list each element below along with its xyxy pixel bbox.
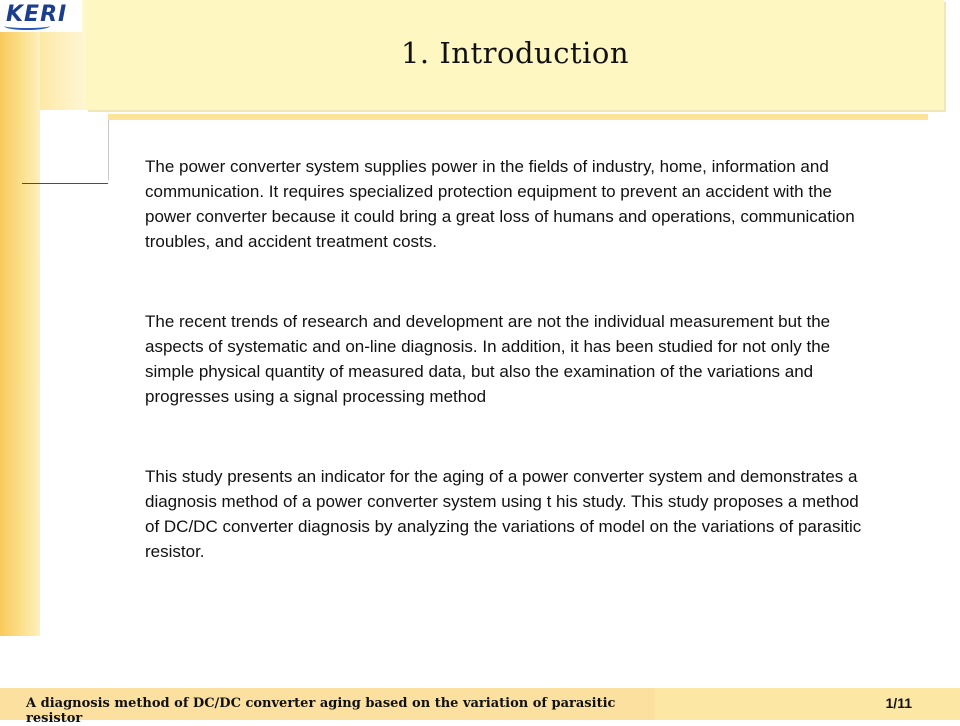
paragraph-3: This study presents an indicator for the aging of a power converter system and demonstrates a diagnosis method of a power converter system using t his study. This study proposes a method of DC/DC converter diagnosis by analyzing the variations of model on the variations of parasitic resistor. (145, 467, 862, 561)
title-banner (86, 0, 944, 110)
paragraph-2: The recent trends of research and development are not the individual measurement but the aspects of systematic and on-line diagnosis. In addition, it has been studied for not only the simple physical quantity of measured data, but also the examination of the variations and progresses using a signal processing method (145, 312, 831, 406)
page-number: 1/11 (885, 695, 912, 711)
footer-caption: A diagnosis method of DC/DC converter aging based on the variation of parasitic resistor (26, 696, 616, 726)
slide-body (145, 154, 865, 564)
decorative-horizontal-line (22, 183, 108, 184)
paragraph-1: The power converter system supplies power in the fields of industry, home, information and communication. It requires specialized protection equipment to prevent an accident with the power converter because it could bring a great loss of humans and operations, communication troubles, and accident treatment costs. (145, 157, 855, 251)
slide-footer (0, 688, 960, 726)
decorative-vertical-line (108, 120, 109, 180)
left-decorative-band (0, 0, 40, 636)
slide-title: 1. Introduction (400, 36, 630, 70)
logo-swoosh-icon (4, 22, 50, 30)
footer-caption-bar (0, 688, 655, 726)
left-band-gap (0, 636, 40, 688)
logo-text: KERI (6, 2, 68, 27)
title-underline-band (108, 114, 928, 120)
keri-logo (0, 0, 82, 32)
